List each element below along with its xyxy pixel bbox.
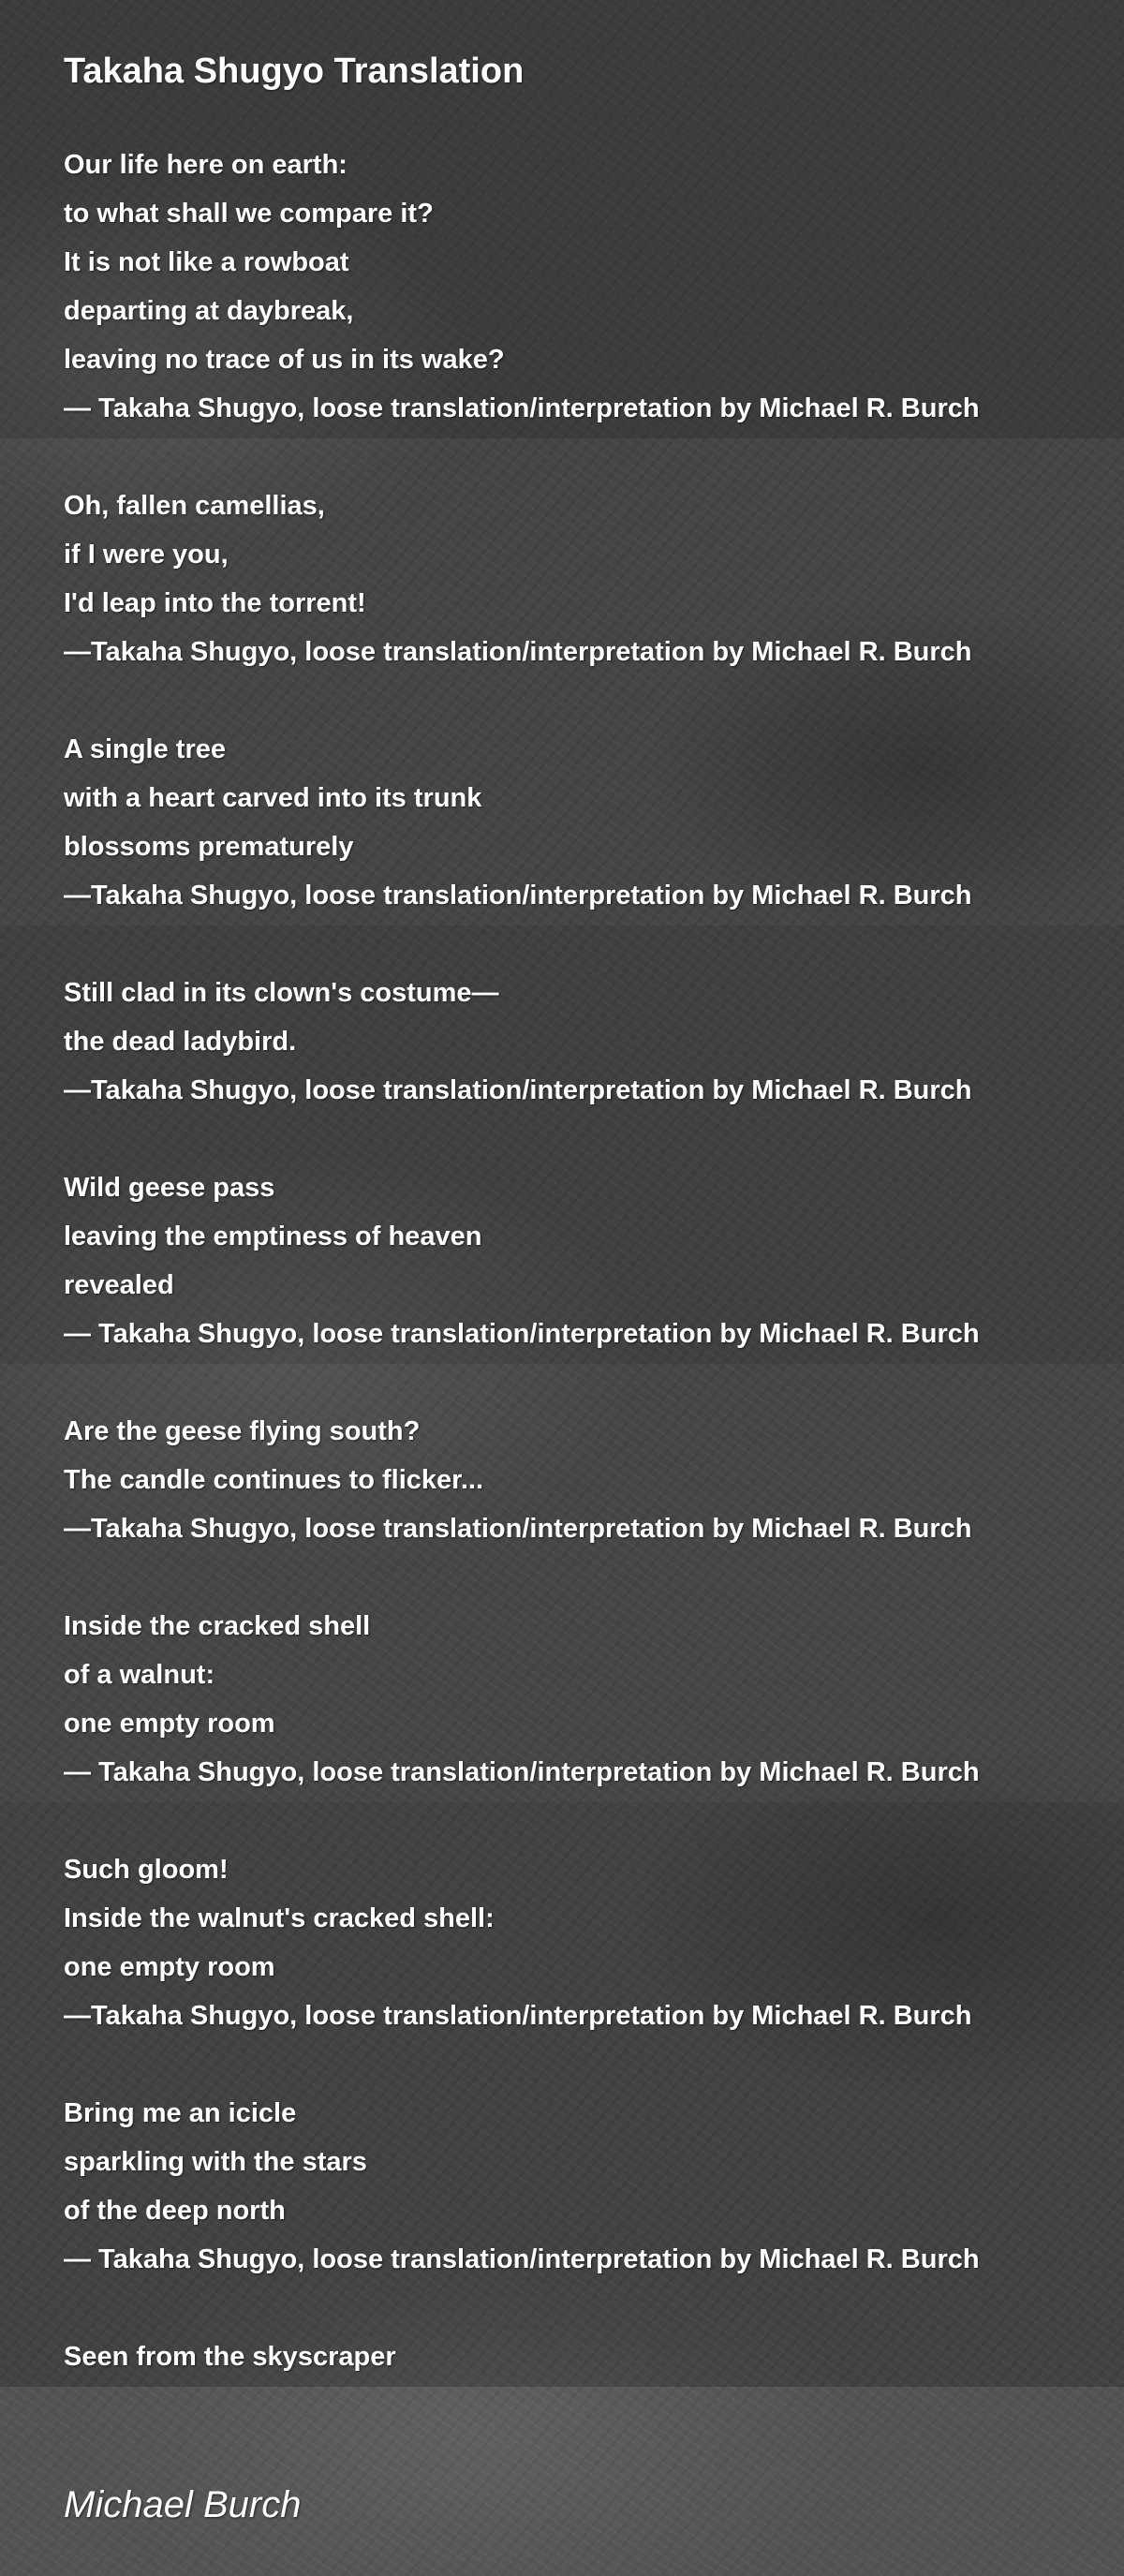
poem-line: revealed [64, 1270, 174, 1300]
poem-line: —Takaha Shugyo, loose translation/interpretation by Michael R. Burch [64, 1514, 972, 1544]
stanza-break [64, 433, 1103, 481]
stanza-break [64, 2284, 1103, 2332]
poem-line: of the deep north [64, 2196, 286, 2226]
poem-line: with a heart carved into its trunk [64, 783, 482, 813]
poem-line: —Takaha Shugyo, loose translation/interpretation by Michael R. Burch [64, 637, 972, 667]
poem-line: of a walnut: [64, 1660, 215, 1690]
poem-line: one empty room [64, 1952, 275, 1982]
stanza-break [64, 1553, 1103, 1602]
stanza-break [64, 2040, 1103, 2089]
poem-line: Such gloom! [64, 1855, 229, 1885]
stanza-break [64, 676, 1103, 725]
poem-line: the dead ladybird. [64, 1027, 297, 1057]
poem-line: Our life here on earth: [64, 150, 348, 180]
poem-line: —Takaha Shugyo, loose translation/interpretation by Michael R. Burch [64, 1075, 972, 1105]
poem-line: — Takaha Shugyo, loose translation/interpretation by Michael R. Burch [64, 1319, 980, 1349]
poem-line: A single tree [64, 734, 226, 764]
poem-line: Oh, fallen camellias, [64, 491, 325, 521]
poem-line: — Takaha Shugyo, loose translation/interpretation by Michael R. Burch [64, 2244, 980, 2274]
poem-author: Michael Burch [64, 2484, 302, 2525]
poem-line: —Takaha Shugyo, loose translation/interpretation by Michael R. Burch [64, 2001, 972, 2031]
poem-line: leaving no trace of us in its wake? [64, 345, 505, 375]
poem-line: sparkling with the stars [64, 2147, 367, 2177]
poem-line: if I were you, [64, 540, 229, 570]
stanza-break [64, 1358, 1103, 1407]
poem-line: one empty room [64, 1709, 275, 1739]
poem-line: It is not like a rowboat [64, 247, 349, 277]
poem-line: blossoms prematurely [64, 832, 354, 862]
poem-line: — Takaha Shugyo, loose translation/interpretation by Michael R. Burch [64, 1757, 980, 1787]
poem-line: departing at daybreak, [64, 296, 354, 326]
poem-line: —Takaha Shugyo, loose translation/interpretation by Michael R. Burch [64, 881, 972, 910]
poem-line: Still clad in its clown's costume— [64, 978, 499, 1008]
poem-line: Inside the cracked shell [64, 1611, 371, 1641]
poem-line: leaving the emptiness of heaven [64, 1221, 482, 1251]
poem-line: I'd leap into the torrent! [64, 588, 366, 618]
stanza-break [64, 1115, 1103, 1163]
poem-title: Takaha Shugyo Translation [64, 52, 525, 91]
poem-line: to what shall we compare it? [64, 199, 434, 229]
poem-line: — Takaha Shugyo, loose translation/interpretation by Michael R. Burch [64, 393, 980, 423]
poem-line: Seen from the skyscraper [64, 2342, 396, 2372]
stanza-break [64, 920, 1103, 969]
poem-body [64, 141, 1103, 2381]
poem-line: Bring me an icicle [64, 2098, 297, 2128]
poem-line: The candle continues to flicker... [64, 1465, 483, 1495]
poem-line: Are the geese flying south? [64, 1416, 421, 1446]
poem-line: Wild geese pass [64, 1173, 275, 1203]
poem-line: Inside the walnut's cracked shell: [64, 1903, 495, 1933]
stanza-break [64, 1797, 1103, 1845]
